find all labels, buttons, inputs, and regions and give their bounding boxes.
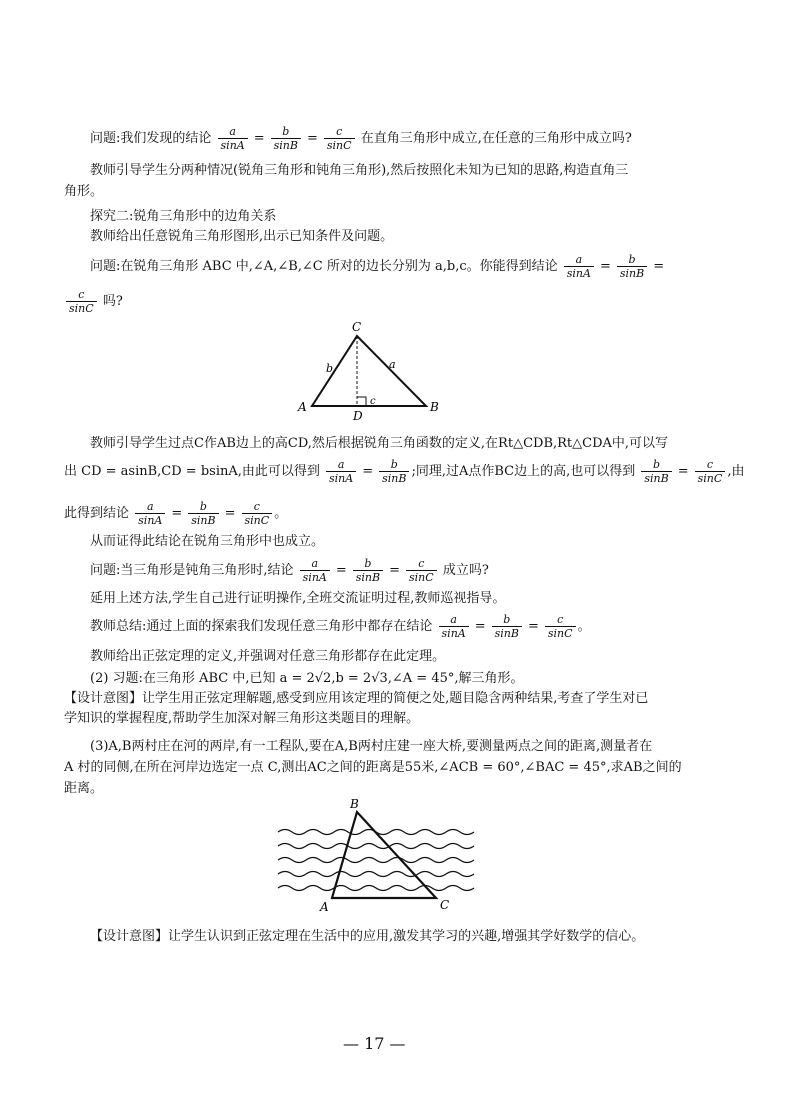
label-C: C bbox=[352, 320, 362, 334]
label-side-a: a bbox=[389, 358, 396, 371]
page-number: — 17 — bbox=[343, 1034, 406, 1053]
teacher-summary: 教师总结:通过上面的探索我们发现任意三角形中都存在结论 $\frac{a}{\sin A}$ = $\frac{b}{\sin B}$ = $\frac{c}{\sin C}$ 。 bbox=[90, 613, 591, 640]
question-acute: 问题:在锐角三角形 ABC 中,∠A,∠B,∠C 所对的边长分别为 a,b,c。你能得到结论 $\frac{a}{\sin A}$ = $\frac{b}{\sin B}$ = bbox=[90, 253, 665, 280]
question-acute-cont: $\frac{c}{\sin C}$ 吗? bbox=[64, 288, 123, 315]
river-waves bbox=[278, 830, 474, 891]
paragraph-proven: 从而证得此结论在锐角三角形中也成立。 bbox=[90, 534, 325, 549]
fraction-b-sinB: $\frac{b}{\sin B}$ bbox=[271, 125, 301, 152]
section-heading-explore-2: 探究二:锐角三角形中的边角关系 bbox=[90, 209, 277, 224]
acute-triangle-figure bbox=[290, 318, 460, 428]
question-obtuse: 问题:当三角形是钝角三角形时,结论 $\frac{a}{\sin A}$ = $\frac{b}{\sin B}$ = $\frac{c}{\sin C}$ 成立吗? bbox=[90, 557, 489, 584]
label-C: C bbox=[440, 898, 450, 912]
paragraph-students-proof: 延用上述方法,学生自己进行证明操作,全班交流证明过程,教师巡视指导。 bbox=[90, 591, 506, 606]
question-1: 问题:我们发现的结论 $\frac{a}{\sin A}$ = $\frac{b}{\sin B}$ = $\frac{c}{\sin C}$ 在直角三角形中成立,在任意的三角形中成立吗? bbox=[90, 125, 632, 152]
label-side-b: b bbox=[326, 362, 334, 375]
river-triangle-figure bbox=[260, 792, 510, 917]
paragraph-derivation: 出 CD = asinB,CD = bsinA,由此可以得到 $\frac{a}{\sin A}$ = $\frac{b}{\sin B}$ ;同理,过A点作BC边上的高,也可以得到 $\frac{b}{\sin B}$ = $\frac{c}{\sin C}$ ,由 bbox=[64, 458, 745, 485]
label-B: B bbox=[430, 400, 439, 414]
exercise-3: (3)A,B两村庄在河的两岸,有一工程队,要在A,B两村庄建一座大桥,要测量两点之间的距离,测量者在 bbox=[90, 739, 653, 754]
label-side-c: c bbox=[370, 396, 376, 407]
paragraph-guide-1: 教师引导学生分两种情况(锐角三角形和钝角三角形),然后按照化未知为已知的思路,构造直角三 bbox=[90, 163, 629, 178]
paragraph-altitude: 教师引导学生过点C作AB边上的高CD,然后根据锐角三角函数的定义,在Rt△CDB,Rt△CDA中,可以写 bbox=[90, 436, 669, 451]
exercise-3-cont: A 村的同侧,在所在河岸边选定一点 C,测出AC之间的距离是55米,∠ACB = 60°,∠BAC = 45°,求AB之间的 bbox=[64, 760, 682, 775]
label-A: A bbox=[320, 900, 329, 914]
label-A: A bbox=[298, 400, 307, 414]
label-D: D bbox=[353, 409, 363, 423]
exercise-3-cont-2: 距离。 bbox=[64, 781, 104, 796]
fraction-a-sinA: $\frac{a}{\sin A}$ bbox=[218, 125, 248, 152]
paragraph-teacher-figure: 教师给出任意锐角三角形图形,出示已知条件及问题。 bbox=[90, 229, 394, 244]
paragraph-conclusion: 此得到结论 $\frac{a}{\sin A}$ = $\frac{b}{\sin B}$ = $\frac{c}{\sin C}$ 。 bbox=[64, 500, 288, 527]
exercise-2: (2) 习题:在三角形 ABC 中,已知 a = 2√2,b = 2√3,∠A = 45°,解三角形。 bbox=[90, 671, 524, 686]
paragraph-theorem-definition: 教师给出正弦定理的定义,并强调对任意三角形都存在此定理。 bbox=[90, 649, 446, 664]
paragraph-guide-1-cont: 角形。 bbox=[64, 184, 104, 199]
fraction-c-sinC: $\frac{c}{\sin C}$ bbox=[324, 125, 355, 152]
design-intent-1: 【设计意图】让学生用正弦定理解题,感受到应用该定理的简便之处,题目隐含两种结果,考查了学生对已 bbox=[64, 691, 649, 706]
design-intent-1-cont: 学知识的掌握程度,帮助学生加深对解三角形这类题目的理解。 bbox=[64, 711, 420, 726]
design-intent-2: 【设计意图】让学生认识到正弦定理在生活中的应用,激发其学习的兴趣,增强其学好数学的信心。 bbox=[90, 929, 645, 944]
label-B: B bbox=[350, 797, 359, 811]
